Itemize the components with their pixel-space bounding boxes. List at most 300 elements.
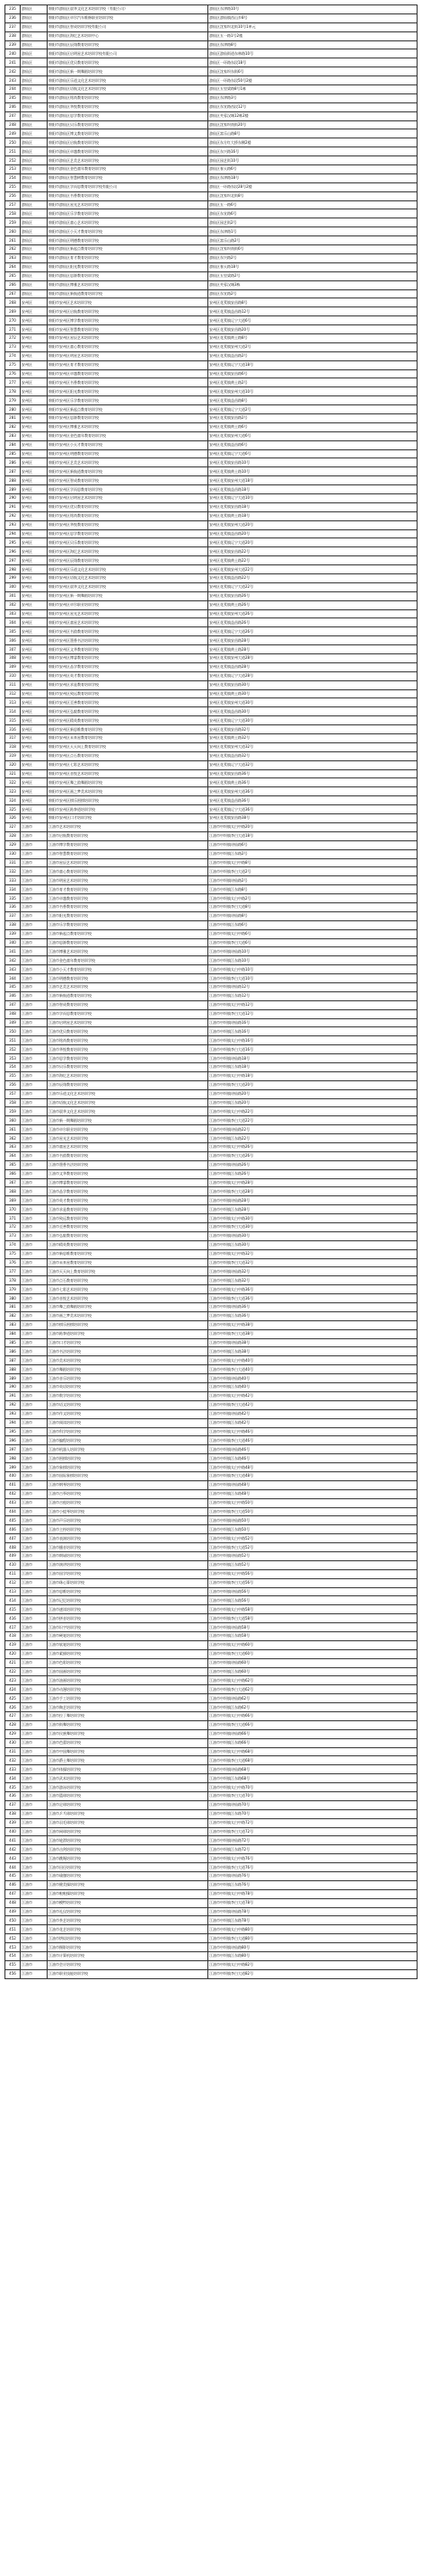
address-cell: 江油市中坝镇江东路32号: [208, 1276, 418, 1285]
address-cell: 安州区花荄镇辽宁大道6号: [208, 316, 418, 325]
district-cell: 游仙区: [21, 85, 48, 94]
address-cell: 游仙区东津路10号: [208, 5, 418, 14]
district-cell: 江油市: [21, 1089, 48, 1098]
school-name-cell: 江油市速读培训学校: [48, 1605, 208, 1614]
row-number: 379: [5, 1285, 21, 1294]
row-number: 291: [5, 502, 21, 511]
address-cell: 江油市中坝镇李白大道8号: [208, 902, 418, 911]
school-name-cell: 江油市语文培训学校: [48, 1400, 208, 1409]
district-cell: 游仙区: [21, 209, 48, 218]
district-cell: 安州区: [21, 751, 48, 760]
address-cell: 游仙区富乐山路8号: [208, 129, 418, 138]
address-cell: 安州区花荄镇安州大道30号: [208, 698, 418, 707]
school-name-cell: 绵阳市安州区智慧教育培训学校: [48, 325, 208, 334]
school-name-cell: 江油市主持培训学校: [48, 1525, 208, 1534]
district-cell: 安州区: [21, 778, 48, 787]
row-number: 266: [5, 280, 21, 289]
row-number: 253: [5, 165, 21, 174]
district-cell: 江油市: [21, 1320, 48, 1329]
district-cell: 江油市: [21, 1356, 48, 1365]
district-cell: 游仙区: [21, 245, 48, 254]
address-cell: 江油市中坝镇太白中路58号: [208, 1605, 418, 1614]
address-cell: 江油市中坝镇李白大道80号: [208, 1934, 418, 1943]
address-cell: 安州区花荄镇辽宁大道26号: [208, 627, 418, 636]
table-row: [5, 182, 418, 191]
school-name-cell: 江油市象棋培训学校: [48, 1463, 208, 1472]
table-row: [5, 858, 418, 867]
row-number: 440: [5, 1827, 21, 1836]
school-name-cell: 绵阳市游仙区启明星艺术培训学校有限公司: [48, 49, 208, 58]
school-name-cell: 江油市艺术培训学校: [48, 822, 208, 831]
district-cell: 江油市: [21, 1943, 48, 1952]
school-name-cell: 江油市海忆艺术培训学校: [48, 1071, 208, 1080]
district-cell: 江油市: [21, 1569, 48, 1578]
row-number: 362: [5, 1134, 21, 1143]
district-cell: 安州区: [21, 467, 48, 476]
district-cell: 江油市: [21, 1383, 48, 1392]
address-cell: 江油市中坝镇太白中路42号: [208, 1391, 418, 1400]
address-cell: 江油市中坝镇江东路66号: [208, 1738, 418, 1747]
school-name-cell: 绵阳市游仙区新起点教育培训学校: [48, 245, 208, 254]
school-name-cell: 江油市卓越教育培训学校: [48, 894, 208, 903]
table-row: [5, 1907, 418, 1916]
row-number: 436: [5, 1792, 21, 1801]
table-row: [5, 1667, 418, 1676]
row-number: 385: [5, 1338, 21, 1347]
address-cell: 江油市中坝镇李白大道18号: [208, 831, 418, 840]
address-cell: 游仙区游仙镇西山乡8号: [208, 13, 418, 22]
row-number: 307: [5, 645, 21, 654]
school-name-cell: 绵阳市游仙区育才教育培训学校: [48, 253, 208, 262]
district-cell: 江油市: [21, 965, 48, 974]
table-row: [5, 547, 418, 556]
school-name-cell: 绵阳市游仙区乐道文化艺术培训学校: [48, 76, 208, 85]
district-cell: 江油市: [21, 1303, 48, 1312]
school-name-cell: 江油市文华教育培训学校: [48, 1169, 208, 1178]
school-name-cell: 江油市新一期舞蹈培训学校: [48, 1116, 208, 1125]
address-cell: 江油市中坝镇太白中路78号: [208, 1889, 418, 1898]
address-cell: 江油市中坝镇太白中路52号: [208, 1534, 418, 1543]
table-row: [5, 1036, 418, 1045]
school-name-cell: 江油市未来星教育培训学校: [48, 1258, 208, 1267]
district-cell: 江油市: [21, 1400, 48, 1409]
school-name-cell: 江油市软笔培训学校: [48, 1640, 208, 1649]
row-number: 259: [5, 218, 21, 227]
school-name-cell: 绵阳市安州区童星艺术培训学校: [48, 618, 208, 627]
row-number: 417: [5, 1623, 21, 1632]
district-cell: 江油市: [21, 1409, 48, 1418]
address-cell: 安州区花荄镇安州大道26号: [208, 609, 418, 618]
address-cell: 江油市中坝镇太白中路68号: [208, 1747, 418, 1756]
row-number: 328: [5, 831, 21, 840]
row-number: 308: [5, 654, 21, 663]
row-number: 383: [5, 1320, 21, 1329]
row-number: 377: [5, 1267, 21, 1276]
district-cell: 安州区: [21, 485, 48, 494]
table-row: [5, 1676, 418, 1685]
district-cell: 游仙区: [21, 236, 48, 245]
district-cell: 江油市: [21, 1738, 48, 1747]
row-number: 447: [5, 1889, 21, 1898]
address-cell: 江油市中坝镇李白大道28号: [208, 1187, 418, 1196]
table-row: [5, 1240, 418, 1249]
school-name-cell: 江油市爵士舞培训学校: [48, 1756, 208, 1765]
row-number: 297: [5, 556, 21, 565]
school-name-cell: 绵阳市游仙区博雅艺术培训学校: [48, 280, 208, 289]
district-cell: 江油市: [21, 1311, 48, 1320]
row-number: 313: [5, 698, 21, 707]
table-row: [5, 734, 418, 743]
school-name-cell: 绵阳市安州区华悦教育培训学校: [48, 520, 208, 529]
table-row: [5, 191, 418, 200]
school-name-cell: 绵阳市游仙区启航教育培训学校: [48, 138, 208, 147]
school-name-cell: 绵阳市安州区乐学教育培训学校: [48, 396, 208, 405]
address-cell: 安州区花荄镇辽宁大道28号: [208, 671, 418, 680]
table-row: [5, 974, 418, 983]
district-cell: 江油市: [21, 1720, 48, 1729]
table-row: [5, 1027, 418, 1036]
table-row: [5, 325, 418, 334]
address-cell: 江油市中坝镇江东路40号: [208, 1383, 418, 1392]
row-number: 252: [5, 156, 21, 165]
row-number: 317: [5, 734, 21, 743]
district-cell: 游仙区: [21, 218, 48, 227]
school-name-cell: 绵阳市安州区小天才教育培训学校: [48, 440, 208, 449]
district-cell: 游仙区: [21, 49, 48, 58]
row-number: 455: [5, 1960, 21, 1969]
row-number: 256: [5, 191, 21, 200]
school-name-cell: 江油市古筝培训学校: [48, 1489, 208, 1498]
table-row: [5, 556, 418, 565]
address-cell: 江油市中坝镇江东路56号: [208, 1596, 418, 1605]
district-cell: 江油市: [21, 1169, 48, 1178]
table-row: [5, 1062, 418, 1071]
school-name-cell: 绵阳市安州区艺美艺术培训学校: [48, 458, 208, 467]
row-number: 411: [5, 1569, 21, 1578]
table-row: [5, 591, 418, 600]
table-row: [5, 1223, 418, 1232]
district-cell: 江油市: [21, 1658, 48, 1667]
district-cell: 安州区: [21, 769, 48, 778]
table-row: [5, 1160, 418, 1169]
district-cell: 游仙区: [21, 111, 48, 120]
district-cell: 安州区: [21, 351, 48, 360]
district-cell: 安州区: [21, 369, 48, 378]
school-name-cell: 江油市轮滑培训学校: [48, 1836, 208, 1845]
district-cell: 江油市: [21, 956, 48, 965]
table-row: [5, 1623, 418, 1632]
school-name-cell: 江油市色彩培训学校: [48, 1658, 208, 1667]
school-name-cell: 绵阳市游仙区小天才教育培训学校: [48, 227, 208, 236]
district-cell: 安州区: [21, 298, 48, 307]
table-row: [5, 1960, 418, 1969]
school-name-cell: 绵阳市安州区卓越教育培训学校: [48, 369, 208, 378]
table-row: [5, 485, 418, 494]
district-cell: 江油市: [21, 1960, 48, 1969]
table-row: [5, 840, 418, 849]
table-row: [5, 1694, 418, 1703]
table-row: [5, 814, 418, 823]
table-row: [5, 22, 418, 31]
district-cell: 安州区: [21, 654, 48, 663]
table-row: [5, 1187, 418, 1196]
row-number: 283: [5, 431, 21, 440]
district-cell: 江油市: [21, 1631, 48, 1640]
row-number: 305: [5, 627, 21, 636]
row-number: 446: [5, 1880, 21, 1889]
table-row: [5, 298, 418, 307]
address-cell: 游仙区芙蓉汉城12栋2楼: [208, 111, 418, 120]
district-cell: 安州区: [21, 725, 48, 734]
district-cell: 江油市: [21, 1471, 48, 1480]
address-cell: 游仙区东津路3号: [208, 93, 418, 102]
address-cell: 江油市中坝镇李白大道60号: [208, 1649, 418, 1658]
school-name-cell: 江油市童星艺术培训学校: [48, 1143, 208, 1152]
table-row: [5, 307, 418, 316]
school-name-cell: 江油市星辰艺术培训学校: [48, 858, 208, 867]
school-name-cell: 江油市拼音培训学校: [48, 1614, 208, 1623]
address-cell: 江油市中坝镇太白中路82号: [208, 1960, 418, 1969]
table-row: [5, 502, 418, 511]
table-row: [5, 1800, 418, 1809]
address-cell: 江油市中坝镇李白大道68号: [208, 1756, 418, 1765]
address-cell: 安州区花荄镇黄土路28号: [208, 645, 418, 654]
table-row: [5, 1507, 418, 1516]
row-number: 454: [5, 1952, 21, 1961]
school-name-cell: 江油市手工培训学校: [48, 1694, 208, 1703]
school-name-cell: 江油市跳绳培训学校: [48, 1854, 208, 1863]
district-cell: 游仙区: [21, 253, 48, 262]
school-name-cell: 绵阳市安州区辰翔教育培训学校: [48, 556, 208, 565]
table-row: [5, 218, 418, 227]
district-cell: 江油市: [21, 1863, 48, 1872]
district-cell: 安州区: [21, 582, 48, 591]
district-cell: 安州区: [21, 405, 48, 414]
row-number: 344: [5, 974, 21, 983]
address-cell: 安州区花荄镇安州大道22号: [208, 565, 418, 574]
table-row: [5, 1854, 418, 1863]
school-name-cell: 绵阳市游仙区海忆艺术培训中心: [48, 31, 208, 40]
table-row: [5, 493, 418, 502]
district-cell: 江油市: [21, 1071, 48, 1080]
table-row: [5, 742, 418, 751]
table-row: [5, 58, 418, 67]
district-cell: 江油市: [21, 1160, 48, 1169]
row-number: 357: [5, 1089, 21, 1098]
school-name-cell: 江油市阳光教育培训学校: [48, 911, 208, 920]
row-number: 443: [5, 1854, 21, 1863]
row-number: 420: [5, 1649, 21, 1658]
school-name-cell: 绵阳市安州区金色童年教育培训学校: [48, 431, 208, 440]
address-cell: 江油市中坝镇诗仙路36号: [208, 1303, 418, 1312]
school-name-cell: 江油市体操培训学校: [48, 1765, 208, 1774]
table-row: [5, 405, 418, 414]
school-name-cell: 江油市书法培训学校: [48, 1347, 208, 1356]
school-name-cell: 江油市游泳培训学校: [48, 1783, 208, 1792]
school-name-cell: 江油市艺美艺术培训学校: [48, 982, 208, 991]
row-number: 361: [5, 1125, 21, 1134]
district-cell: 安州区: [21, 413, 48, 422]
school-name-cell: 江油市素描培训学校: [48, 1649, 208, 1658]
district-cell: 安州区: [21, 805, 48, 814]
table-row: [5, 698, 418, 707]
row-number: 299: [5, 574, 21, 583]
row-number: 247: [5, 111, 21, 120]
address-cell: 江油市中坝镇江东路16号: [208, 1027, 418, 1036]
address-cell: 江油市中坝镇李白大道62号: [208, 1685, 418, 1694]
table-row: [5, 1400, 418, 1409]
row-number: 419: [5, 1640, 21, 1649]
row-number: 398: [5, 1454, 21, 1463]
table-row: [5, 200, 418, 209]
address-cell: 江油市中坝镇诗仙路70号: [208, 1800, 418, 1809]
school-name-cell: 绵阳市安州区新思维教育培训学校: [48, 725, 208, 734]
school-name-cell: 江油市花艺培训学校: [48, 1925, 208, 1934]
district-cell: 江油市: [21, 1792, 48, 1801]
address-cell: 江油市中坝镇太白中路18号: [208, 1071, 418, 1080]
address-cell: 游仙区游仙街道东林路10号: [208, 49, 418, 58]
row-number: 392: [5, 1400, 21, 1409]
district-cell: 江油市: [21, 1507, 48, 1516]
school-name-cell: 绵阳市安州区新航道教育培训学校: [48, 467, 208, 476]
row-number: 430: [5, 1738, 21, 1747]
row-number: 375: [5, 1249, 21, 1258]
row-number: 359: [5, 1107, 21, 1116]
district-cell: 游仙区: [21, 227, 48, 236]
address-cell: 江油市中坝镇李白大道20号: [208, 1080, 418, 1089]
row-number: 356: [5, 1080, 21, 1089]
table-row: [5, 1134, 418, 1143]
address-cell: 江油市中坝镇诗仙路76号: [208, 1872, 418, 1881]
school-name-cell: 江油市识字培训学校: [48, 1623, 208, 1632]
table-row: [5, 529, 418, 538]
table-row: [5, 1863, 418, 1872]
row-number: 235: [5, 5, 21, 14]
row-number: 236: [5, 13, 21, 22]
school-name-cell: 江油市精英教育培训学校: [48, 1240, 208, 1249]
school-name-cell: 绵阳市安州区启明星艺术培训学校: [48, 493, 208, 502]
address-cell: 游仙区一环路东段28号2楼: [208, 182, 418, 191]
row-number: 330: [5, 849, 21, 858]
row-number: 343: [5, 965, 21, 974]
table-row: [5, 1365, 418, 1374]
address-cell: 江油市中坝镇诗仙路22号: [208, 1125, 418, 1134]
district-cell: 江油市: [21, 1258, 48, 1267]
row-number: 403: [5, 1498, 21, 1507]
table-row: [5, 662, 418, 671]
school-name-cell: 江油市美术培训学校: [48, 1356, 208, 1365]
table-row: [5, 236, 418, 245]
row-number: 290: [5, 493, 21, 502]
row-number: 433: [5, 1765, 21, 1774]
row-number: 428: [5, 1720, 21, 1729]
row-number: 437: [5, 1800, 21, 1809]
table-row: [5, 85, 418, 94]
address-cell: 江油市中坝镇太白中路72号: [208, 1818, 418, 1827]
row-number: 275: [5, 360, 21, 369]
district-cell: 安州区: [21, 333, 48, 342]
school-name-cell: 绵阳市安州区墨香书法培训学校: [48, 636, 208, 645]
school-name-cell: 绵阳市游仙区新一期舞蹈培训学校: [48, 67, 208, 76]
row-number: 404: [5, 1507, 21, 1516]
table-row: [5, 1765, 418, 1774]
school-name-cell: 江油市礼仪培训学校: [48, 1907, 208, 1916]
row-number: 423: [5, 1676, 21, 1685]
address-cell: 江油市中坝镇太白中路22号: [208, 1107, 418, 1116]
row-number: 349: [5, 1018, 21, 1027]
row-number: 372: [5, 1223, 21, 1232]
table-row: [5, 1329, 418, 1338]
table-row: [5, 1018, 418, 1027]
district-cell: 江油市: [21, 982, 48, 991]
school-name-cell: 绵阳市安州区乐道文化艺术培训学校: [48, 565, 208, 574]
district-cell: 游仙区: [21, 182, 48, 191]
row-number: 245: [5, 93, 21, 102]
row-number: 268: [5, 298, 21, 307]
district-cell: 安州区: [21, 680, 48, 689]
table-row: [5, 725, 418, 734]
district-cell: 江油市: [21, 1685, 48, 1694]
row-number: 415: [5, 1605, 21, 1614]
row-number: 281: [5, 413, 21, 422]
row-number: 384: [5, 1329, 21, 1338]
district-cell: 江油市: [21, 1640, 48, 1649]
row-number: 300: [5, 582, 21, 591]
address-cell: 游仙区五里梁路8号1栋: [208, 85, 418, 94]
address-cell: 江油市中坝镇太白中路12号: [208, 1000, 418, 1009]
district-cell: 江油市: [21, 1774, 48, 1783]
table-row: [5, 1569, 418, 1578]
district-cell: 江油市: [21, 974, 48, 983]
district-cell: 安州区: [21, 387, 48, 396]
row-number: 333: [5, 876, 21, 885]
address-cell: 安州区花荄镇安昌路18号: [208, 502, 418, 511]
table-row: [5, 1685, 418, 1694]
row-number: 332: [5, 867, 21, 876]
school-name-cell: 江油市优贝教育培训学校: [48, 1027, 208, 1036]
school-name-cell: 绵阳市安州区铭尚教育培训学校: [48, 511, 208, 520]
table-row: [5, 102, 418, 111]
row-number: 456: [5, 1969, 21, 1978]
row-number: 391: [5, 1391, 21, 1400]
address-cell: 江油市中坝镇江东路52号: [208, 1560, 418, 1569]
district-cell: 江油市: [21, 1427, 48, 1436]
address-cell: 安州区花荄镇益昌路12号: [208, 307, 418, 316]
row-number: 368: [5, 1187, 21, 1196]
district-cell: 江油市: [21, 1712, 48, 1721]
district-cell: 江油市: [21, 1143, 48, 1152]
district-cell: 江油市: [21, 1454, 48, 1463]
row-number: 334: [5, 885, 21, 894]
district-cell: 江油市: [21, 947, 48, 956]
table-row: [5, 111, 418, 120]
address-cell: 江油市中坝镇李白大道2号: [208, 867, 418, 876]
school-name-cell: 绵阳市安州区星辰艺术培训学校: [48, 333, 208, 342]
district-cell: 江油市: [21, 1365, 48, 1374]
district-cell: 江油市: [21, 1000, 48, 1009]
district-cell: 安州区: [21, 440, 48, 449]
row-number: 400: [5, 1471, 21, 1480]
school-name-cell: 绵阳市游仙区铭尚教育培训学校: [48, 93, 208, 102]
address-cell: 江油市中坝镇诗仙路8号: [208, 911, 418, 920]
school-name-cell: 江油市击剑培训学校: [48, 1845, 208, 1854]
table-row: [5, 1952, 418, 1961]
school-name-cell: 江油市珠心算培训学校: [48, 1578, 208, 1587]
district-cell: 江油市: [21, 1694, 48, 1703]
row-number: 390: [5, 1383, 21, 1392]
row-number: 302: [5, 600, 21, 609]
table-row: [5, 716, 418, 725]
